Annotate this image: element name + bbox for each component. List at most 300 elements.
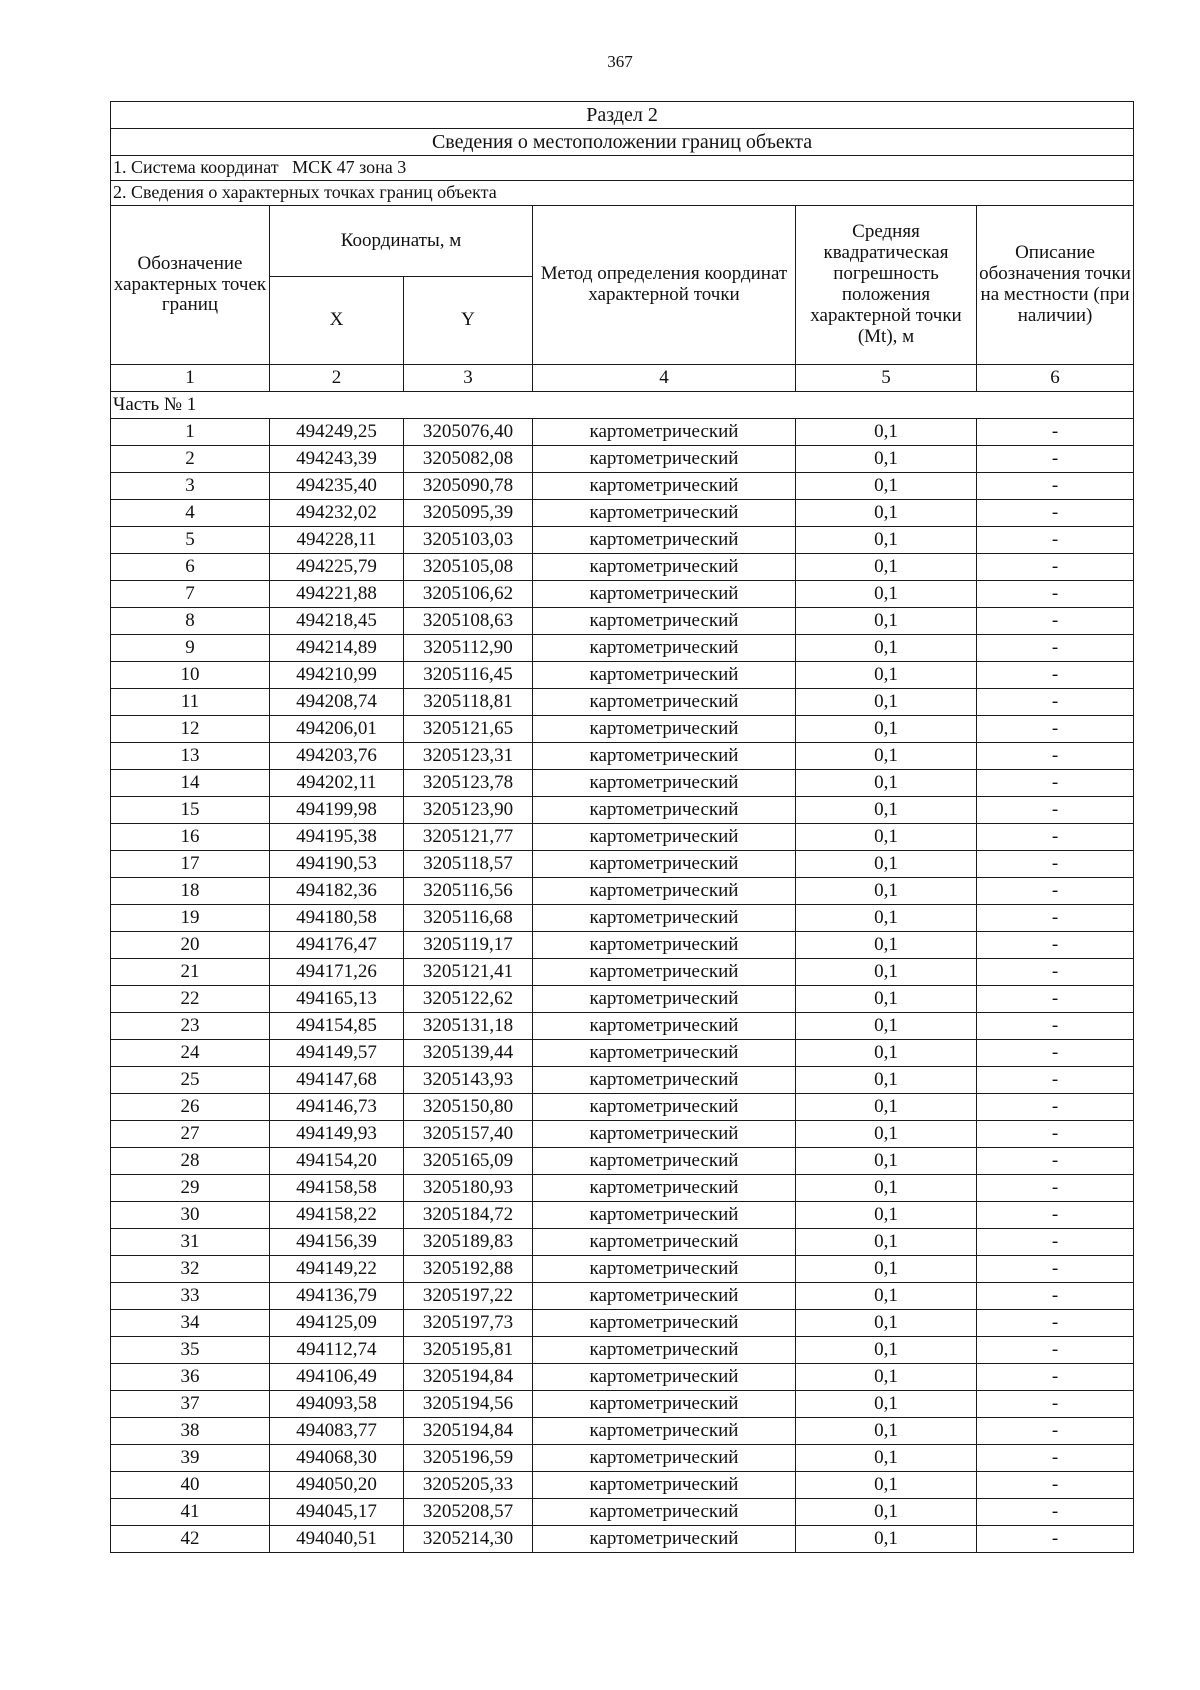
coord-y: 3205116,68 xyxy=(404,905,533,932)
coord-x: 494199,98 xyxy=(270,797,404,824)
part-label: Часть № 1 xyxy=(111,392,1134,419)
description: - xyxy=(977,635,1134,662)
table-row xyxy=(111,608,1134,635)
header-method: Метод определения координат характерной точки xyxy=(533,206,796,365)
error-mt: 0,1 xyxy=(796,689,977,716)
table-row xyxy=(111,1364,1134,1391)
coord-system-text: 1. Система координат МСК 47 зона 3 xyxy=(113,157,407,178)
coord-y: 3205103,03 xyxy=(404,527,533,554)
point-number: 5 xyxy=(111,527,270,554)
coord-y: 3205121,77 xyxy=(404,824,533,851)
method: картометрический xyxy=(533,554,796,581)
table-row xyxy=(111,473,1134,500)
description: - xyxy=(977,716,1134,743)
method: картометрический xyxy=(533,1256,796,1283)
table-row xyxy=(111,500,1134,527)
coord-x: 494221,88 xyxy=(270,581,404,608)
method: картометрический xyxy=(533,1202,796,1229)
points-info-row xyxy=(111,181,1134,206)
table-row xyxy=(111,1472,1134,1499)
error-mt: 0,1 xyxy=(796,986,977,1013)
method: картометрический xyxy=(533,770,796,797)
point-number: 9 xyxy=(111,635,270,662)
point-number: 4 xyxy=(111,500,270,527)
coord-x: 494249,25 xyxy=(270,419,404,446)
method: картометрический xyxy=(533,1526,796,1553)
point-number: 42 xyxy=(111,1526,270,1553)
description: - xyxy=(977,1013,1134,1040)
point-number: 7 xyxy=(111,581,270,608)
coord-y: 3205197,73 xyxy=(404,1310,533,1337)
coord-y: 3205076,40 xyxy=(404,419,533,446)
coord-x: 494068,30 xyxy=(270,1445,404,1472)
point-number: 27 xyxy=(111,1121,270,1148)
table-row xyxy=(111,770,1134,797)
table-row xyxy=(111,878,1134,905)
coord-y: 3205121,65 xyxy=(404,716,533,743)
point-number: 3 xyxy=(111,473,270,500)
coord-y: 3205139,44 xyxy=(404,1040,533,1067)
method: картометрический xyxy=(533,1040,796,1067)
table-row xyxy=(111,1175,1134,1202)
point-number: 15 xyxy=(111,797,270,824)
coord-x: 494208,74 xyxy=(270,689,404,716)
coord-x: 494045,17 xyxy=(270,1499,404,1526)
coord-y: 3205195,81 xyxy=(404,1337,533,1364)
coord-x: 494176,47 xyxy=(270,932,404,959)
description: - xyxy=(977,662,1134,689)
method: картометрический xyxy=(533,527,796,554)
point-number: 24 xyxy=(111,1040,270,1067)
point-number: 28 xyxy=(111,1148,270,1175)
point-number: 18 xyxy=(111,878,270,905)
coord-x: 494203,76 xyxy=(270,743,404,770)
point-number: 29 xyxy=(111,1175,270,1202)
description: - xyxy=(977,1121,1134,1148)
point-number: 39 xyxy=(111,1445,270,1472)
coord-x: 494112,74 xyxy=(270,1337,404,1364)
point-number: 17 xyxy=(111,851,270,878)
table-row xyxy=(111,797,1134,824)
coord-x: 494182,36 xyxy=(270,878,404,905)
table-row xyxy=(111,419,1134,446)
header-coordinates: Координаты, м xyxy=(270,206,533,277)
column-number: 6 xyxy=(977,365,1134,392)
error-mt: 0,1 xyxy=(796,1148,977,1175)
description: - xyxy=(977,1229,1134,1256)
coord-y: 3205184,72 xyxy=(404,1202,533,1229)
table-row xyxy=(111,1256,1134,1283)
coord-x: 494093,58 xyxy=(270,1391,404,1418)
coord-y: 3205194,84 xyxy=(404,1364,533,1391)
point-number: 12 xyxy=(111,716,270,743)
error-mt: 0,1 xyxy=(796,419,977,446)
coord-y: 3205205,33 xyxy=(404,1472,533,1499)
column-number: 5 xyxy=(796,365,977,392)
error-mt: 0,1 xyxy=(796,716,977,743)
error-mt: 0,1 xyxy=(796,581,977,608)
description: - xyxy=(977,1283,1134,1310)
coord-x: 494210,99 xyxy=(270,662,404,689)
table-row xyxy=(111,1040,1134,1067)
method: картометрический xyxy=(533,1121,796,1148)
table-row xyxy=(111,1094,1134,1121)
coord-y: 3205090,78 xyxy=(404,473,533,500)
coord-x: 494165,13 xyxy=(270,986,404,1013)
section-title: Раздел 2 xyxy=(111,102,1134,129)
table-row xyxy=(111,824,1134,851)
description: - xyxy=(977,1337,1134,1364)
method: картометрический xyxy=(533,1013,796,1040)
coord-y: 3205119,17 xyxy=(404,932,533,959)
description: - xyxy=(977,1364,1134,1391)
point-number: 25 xyxy=(111,1067,270,1094)
method: картометрический xyxy=(533,419,796,446)
error-mt: 0,1 xyxy=(796,1418,977,1445)
points-info: 2. Сведения о характерных точках границ объекта xyxy=(111,181,1134,206)
method: картометрический xyxy=(533,851,796,878)
coord-y: 3205118,57 xyxy=(404,851,533,878)
point-number: 36 xyxy=(111,1364,270,1391)
point-number: 22 xyxy=(111,986,270,1013)
table-row xyxy=(111,716,1134,743)
point-number: 21 xyxy=(111,959,270,986)
method: картометрический xyxy=(533,1067,796,1094)
error-mt: 0,1 xyxy=(796,473,977,500)
table-row xyxy=(111,1337,1134,1364)
boundary-points-table xyxy=(110,101,1134,1553)
error-mt: 0,1 xyxy=(796,1094,977,1121)
method: картометрический xyxy=(533,905,796,932)
method: картометрический xyxy=(533,635,796,662)
coord-y: 3205116,45 xyxy=(404,662,533,689)
section-subtitle: Сведения о местоположении границ объекта xyxy=(111,129,1134,156)
error-mt: 0,1 xyxy=(796,1283,977,1310)
coord-y: 3205194,56 xyxy=(404,1391,533,1418)
point-number: 1 xyxy=(111,419,270,446)
point-number: 10 xyxy=(111,662,270,689)
method: картометрический xyxy=(533,932,796,959)
description: - xyxy=(977,743,1134,770)
coord-y: 3205112,90 xyxy=(404,635,533,662)
point-number: 32 xyxy=(111,1256,270,1283)
description: - xyxy=(977,608,1134,635)
coord-x: 494125,09 xyxy=(270,1310,404,1337)
method: картометрический xyxy=(533,743,796,770)
method: картометрический xyxy=(533,608,796,635)
table-row xyxy=(111,554,1134,581)
error-mt: 0,1 xyxy=(796,743,977,770)
description: - xyxy=(977,959,1134,986)
error-mt: 0,1 xyxy=(796,662,977,689)
point-number: 37 xyxy=(111,1391,270,1418)
coord-x: 494040,51 xyxy=(270,1526,404,1553)
description: - xyxy=(977,689,1134,716)
error-mt: 0,1 xyxy=(796,1040,977,1067)
table-row xyxy=(111,1526,1134,1553)
error-mt: 0,1 xyxy=(796,905,977,932)
description: - xyxy=(977,419,1134,446)
column-number: 1 xyxy=(111,365,270,392)
method: картометрический xyxy=(533,986,796,1013)
header-designation: Обозначение характерных точек границ xyxy=(111,206,270,365)
point-number: 16 xyxy=(111,824,270,851)
coord-y: 3205121,41 xyxy=(404,959,533,986)
point-number: 8 xyxy=(111,608,270,635)
subtitle-row xyxy=(111,129,1134,156)
coord-y: 3205123,78 xyxy=(404,770,533,797)
coord-y: 3205143,93 xyxy=(404,1067,533,1094)
description: - xyxy=(977,1067,1134,1094)
error-mt: 0,1 xyxy=(796,851,977,878)
coord-x: 494206,01 xyxy=(270,716,404,743)
method: картометрический xyxy=(533,824,796,851)
error-mt: 0,1 xyxy=(796,1526,977,1553)
point-number: 34 xyxy=(111,1310,270,1337)
error-mt: 0,1 xyxy=(796,797,977,824)
coord-x: 494214,89 xyxy=(270,635,404,662)
description: - xyxy=(977,878,1134,905)
point-number: 19 xyxy=(111,905,270,932)
error-mt: 0,1 xyxy=(796,1445,977,1472)
description: - xyxy=(977,1418,1134,1445)
coord-y: 3205197,22 xyxy=(404,1283,533,1310)
column-numbers-row xyxy=(111,365,1134,392)
description: - xyxy=(977,1094,1134,1121)
table-row xyxy=(111,1121,1134,1148)
coord-x: 494190,53 xyxy=(270,851,404,878)
coord-y: 3205194,84 xyxy=(404,1418,533,1445)
description: - xyxy=(977,446,1134,473)
section-title-row xyxy=(111,102,1134,129)
error-mt: 0,1 xyxy=(796,554,977,581)
point-number: 11 xyxy=(111,689,270,716)
header-x: X xyxy=(270,277,404,365)
table-row xyxy=(111,662,1134,689)
coord-y: 3205116,56 xyxy=(404,878,533,905)
method: картометрический xyxy=(533,689,796,716)
error-mt: 0,1 xyxy=(796,932,977,959)
column-number: 2 xyxy=(270,365,404,392)
coord-x: 494180,58 xyxy=(270,905,404,932)
coord-y: 3205208,57 xyxy=(404,1499,533,1526)
method: картометрический xyxy=(533,797,796,824)
table-row xyxy=(111,635,1134,662)
coord-y: 3205123,31 xyxy=(404,743,533,770)
coord-y: 3205157,40 xyxy=(404,1121,533,1148)
description: - xyxy=(977,473,1134,500)
description: - xyxy=(977,905,1134,932)
method: картометрический xyxy=(533,1337,796,1364)
method: картометрический xyxy=(533,446,796,473)
point-number: 40 xyxy=(111,1472,270,1499)
table-body xyxy=(111,102,1134,1553)
method: картометрический xyxy=(533,500,796,527)
point-number: 38 xyxy=(111,1418,270,1445)
description: - xyxy=(977,1391,1134,1418)
error-mt: 0,1 xyxy=(796,1229,977,1256)
coord-y: 3205180,93 xyxy=(404,1175,533,1202)
method: картометрический xyxy=(533,1283,796,1310)
description: - xyxy=(977,1040,1134,1067)
table-row xyxy=(111,986,1134,1013)
description: - xyxy=(977,1499,1134,1526)
coord-x: 494158,58 xyxy=(270,1175,404,1202)
header-y: Y xyxy=(404,277,533,365)
description: - xyxy=(977,1148,1134,1175)
page-number: 367 xyxy=(607,52,633,71)
table-row xyxy=(111,1499,1134,1526)
description: - xyxy=(977,581,1134,608)
point-number: 31 xyxy=(111,1229,270,1256)
description: - xyxy=(977,1472,1134,1499)
table-row xyxy=(111,689,1134,716)
error-mt: 0,1 xyxy=(796,446,977,473)
description: - xyxy=(977,1526,1134,1553)
method: картометрический xyxy=(533,1499,796,1526)
coord-x: 494050,20 xyxy=(270,1472,404,1499)
coord-y: 3205106,62 xyxy=(404,581,533,608)
header-description: Описание обозначения точки на местности (при наличии) xyxy=(977,206,1134,365)
error-mt: 0,1 xyxy=(796,1067,977,1094)
coord-x: 494149,22 xyxy=(270,1256,404,1283)
coord-x: 494232,02 xyxy=(270,500,404,527)
coord-x: 494149,93 xyxy=(270,1121,404,1148)
method: картометрический xyxy=(533,959,796,986)
part-row xyxy=(111,392,1134,419)
error-mt: 0,1 xyxy=(796,1337,977,1364)
description: - xyxy=(977,500,1134,527)
error-mt: 0,1 xyxy=(796,1202,977,1229)
coord-system xyxy=(111,156,1134,181)
error-mt: 0,1 xyxy=(796,1013,977,1040)
method: картометрический xyxy=(533,1472,796,1499)
coord-x: 494243,39 xyxy=(270,446,404,473)
coord-y: 3205192,88 xyxy=(404,1256,533,1283)
description: - xyxy=(977,770,1134,797)
table-row xyxy=(111,1310,1134,1337)
method: картометрический xyxy=(533,1094,796,1121)
error-mt: 0,1 xyxy=(796,1364,977,1391)
coord-x: 494154,20 xyxy=(270,1148,404,1175)
coord-x: 494171,26 xyxy=(270,959,404,986)
method: картометрический xyxy=(533,581,796,608)
table-row xyxy=(111,932,1134,959)
header-error: Средняя квадратическая погрешность положения характерной точки (Mt), м xyxy=(796,206,977,365)
coord-y: 3205082,08 xyxy=(404,446,533,473)
description: - xyxy=(977,1310,1134,1337)
point-number: 41 xyxy=(111,1499,270,1526)
error-mt: 0,1 xyxy=(796,1121,977,1148)
method: картометрический xyxy=(533,473,796,500)
method: картометрический xyxy=(533,1310,796,1337)
error-mt: 0,1 xyxy=(796,824,977,851)
table-row xyxy=(111,581,1134,608)
error-mt: 0,1 xyxy=(796,500,977,527)
point-number: 33 xyxy=(111,1283,270,1310)
error-mt: 0,1 xyxy=(796,527,977,554)
point-number: 13 xyxy=(111,743,270,770)
coord-x: 494149,57 xyxy=(270,1040,404,1067)
coord-x: 494218,45 xyxy=(270,608,404,635)
coord-x: 494106,49 xyxy=(270,1364,404,1391)
description: - xyxy=(977,554,1134,581)
coord-y: 3205123,90 xyxy=(404,797,533,824)
error-mt: 0,1 xyxy=(796,608,977,635)
point-number: 35 xyxy=(111,1337,270,1364)
method: картометрический xyxy=(533,1445,796,1472)
point-number: 6 xyxy=(111,554,270,581)
point-number: 14 xyxy=(111,770,270,797)
coord-x: 494225,79 xyxy=(270,554,404,581)
point-number: 2 xyxy=(111,446,270,473)
method: картометрический xyxy=(533,1418,796,1445)
error-mt: 0,1 xyxy=(796,635,977,662)
error-mt: 0,1 xyxy=(796,770,977,797)
method: картометрический xyxy=(533,878,796,905)
table-row xyxy=(111,1391,1134,1418)
coord-x: 494235,40 xyxy=(270,473,404,500)
coord-y: 3205105,08 xyxy=(404,554,533,581)
coord-y: 3205150,80 xyxy=(404,1094,533,1121)
coord-system-row xyxy=(111,156,1134,181)
table-row xyxy=(111,1445,1134,1472)
coord-y: 3205095,39 xyxy=(404,500,533,527)
method: картометрический xyxy=(533,1229,796,1256)
description: - xyxy=(977,824,1134,851)
point-number: 26 xyxy=(111,1094,270,1121)
point-number: 23 xyxy=(111,1013,270,1040)
table-row xyxy=(111,1148,1134,1175)
table-row xyxy=(111,446,1134,473)
error-mt: 0,1 xyxy=(796,959,977,986)
method: картометрический xyxy=(533,1364,796,1391)
table-row xyxy=(111,1067,1134,1094)
coord-x: 494136,79 xyxy=(270,1283,404,1310)
coord-x: 494156,39 xyxy=(270,1229,404,1256)
method: картометрический xyxy=(533,1391,796,1418)
description: - xyxy=(977,986,1134,1013)
coord-x: 494147,68 xyxy=(270,1067,404,1094)
description: - xyxy=(977,1445,1134,1472)
coord-y: 3205214,30 xyxy=(404,1526,533,1553)
coord-x: 494158,22 xyxy=(270,1202,404,1229)
coord-y: 3205196,59 xyxy=(404,1445,533,1472)
error-mt: 0,1 xyxy=(796,1175,977,1202)
error-mt: 0,1 xyxy=(796,1310,977,1337)
point-number: 30 xyxy=(111,1202,270,1229)
table-row xyxy=(111,743,1134,770)
error-mt: 0,1 xyxy=(796,1472,977,1499)
table-row xyxy=(111,1229,1134,1256)
point-number: 20 xyxy=(111,932,270,959)
table-row xyxy=(111,851,1134,878)
error-mt: 0,1 xyxy=(796,1391,977,1418)
description: - xyxy=(977,797,1134,824)
error-mt: 0,1 xyxy=(796,1499,977,1526)
description: - xyxy=(977,932,1134,959)
coord-y: 3205131,18 xyxy=(404,1013,533,1040)
coord-y: 3205108,63 xyxy=(404,608,533,635)
method: картометрический xyxy=(533,716,796,743)
error-mt: 0,1 xyxy=(796,1256,977,1283)
method: картометрический xyxy=(533,1175,796,1202)
coord-y: 3205118,81 xyxy=(404,689,533,716)
description: - xyxy=(977,1256,1134,1283)
method: картометрический xyxy=(533,1148,796,1175)
description: - xyxy=(977,1175,1134,1202)
method: картометрический xyxy=(533,662,796,689)
